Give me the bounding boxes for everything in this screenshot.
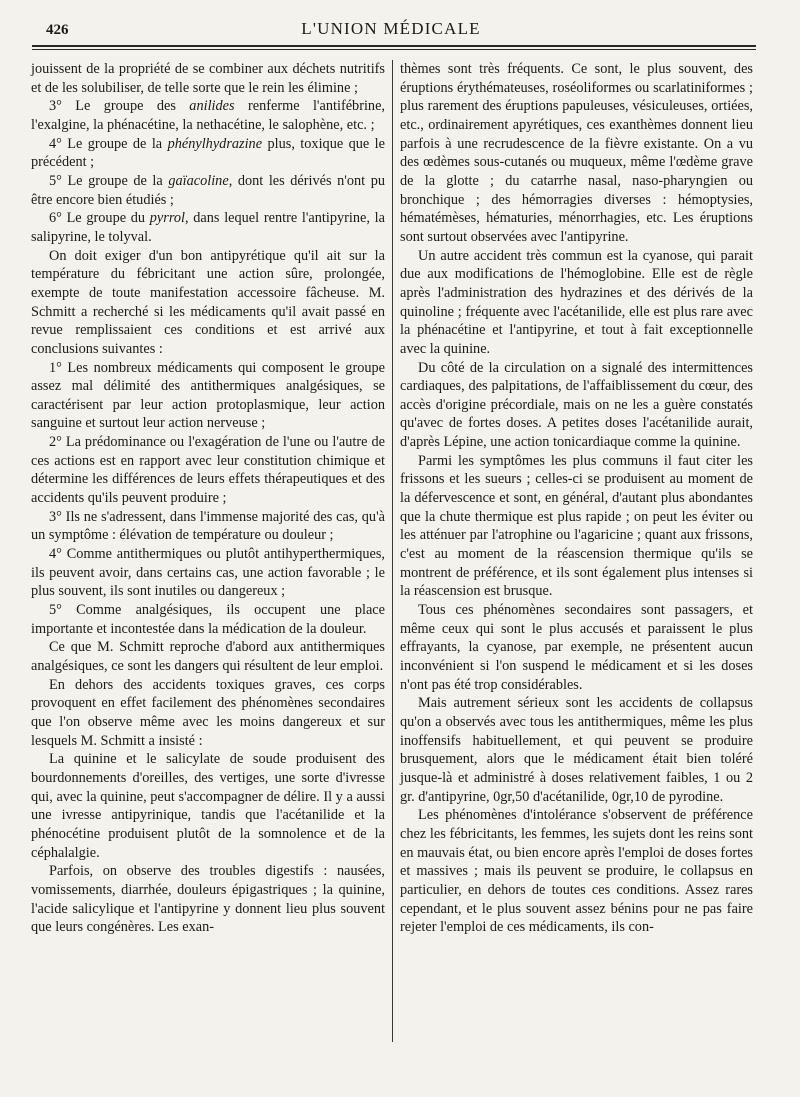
paragraph: 4° Comme antithermiques ou plutôt antihyperthermiques, ils peuvent avoir, dans certains cas, une action favorable ; le plus souvent, ils sont inutiles ou dangereux ; bbox=[31, 546, 385, 600]
paragraph: thèmes sont très fréquents. Ce sont, le plus souvent, des éruptions érythémateuses, roséoliformes ou scarlatiniformes ; plus rarement des éruptions papuleuses, vésiculeuses, ortiées, etc., ordinairement apyrétiques, ces exanthèmes donnent lieu parfois à une recrudescence de la fièvre existante. On a vu des œdèmes sous-cutanés ou muqueux, même l'œdème grave de la glotte ; du catarrhe nasal, naso-pharyngien ou bronchique ; des hémorragies diverses : hémoptysies, hématémèses, hématuries, ménorrhagies, etc. Les éruptions sont surtout observées avec l'antipyrine. bbox=[400, 61, 753, 245]
paragraph-text: 5° Le groupe de la bbox=[49, 172, 169, 189]
paragraph: Du côté de la circulation on a signalé des intermittences cardiaques, des palpitations, de l'affaiblissement du cœur, des accès d'origine précordiale, mais on ne les a guère constatés qu'avec de fortes doses. A petites doses l'acétanilide aurait, d'après Lépine, une action tonicardiaque comme la quinine. bbox=[400, 359, 753, 451]
paragraph: En dehors des accidents toxiques graves, ces corps provoquent en effet facilement des phénomènes secondaires que l'on observe même avec les moins dangereux et sur lesquels M. Schmitt a insisté : bbox=[31, 676, 385, 749]
paragraph-text: 6° Le groupe du bbox=[49, 210, 150, 227]
paragraph-text: 4° Le groupe de la bbox=[49, 135, 168, 152]
page-number: 426 bbox=[46, 22, 69, 38]
journal-title: L'UNION MÉDICALE bbox=[301, 19, 481, 38]
paragraph-text: renferme l'antifébrine, l'exalgine, la phénacétine, la nethacétine, le salophène, etc. ; bbox=[31, 98, 386, 133]
emphasis-term: anilides bbox=[189, 98, 235, 115]
emphasis-term: phénylhydrazine bbox=[167, 135, 263, 152]
header-rule-thin bbox=[32, 49, 756, 50]
paragraph-text: , dont les dérivés n'ont pu être encore bien étudiés ; bbox=[31, 172, 385, 208]
paragraph: Ce que M. Schmitt reproche d'abord aux antithermiques analgésiques, ce sont les dangers qui résultent de leur emploi. bbox=[31, 639, 385, 674]
page-header bbox=[32, 16, 750, 42]
paragraph-text: 3° Le groupe des bbox=[49, 98, 190, 115]
paragraph: 3° Ils ne s'adressent, dans l'immense majorité des cas, qu'à un symptôme : élévation de température ou douleur ; bbox=[31, 508, 385, 544]
paragraph-text: , dans lequel rentre l'antipyrine, la salipyrine, le tolyval. bbox=[31, 210, 385, 245]
emphasis-term: pyrrol bbox=[149, 210, 185, 227]
paragraph: 1° Les nombreux médicaments qui composent le groupe assez mal délimité des antithermiques analgésiques, se caractérisent par leur action protoplasmique, leur action sanguine et surtout leur action nerveuse ; bbox=[31, 359, 385, 432]
paragraph: jouissent de la propriété de se combiner aux déchets nutritifs et de les solubiliser, de telle sorte que le rein les élimine ; bbox=[31, 61, 385, 96]
paragraph: Parmi les symptômes les plus communs il faut citer les frissons et les sueurs ; celles-ci se produisent au moment de la défervescence et sont, en général, d'autant plus abondantes que la chute thermique est plus rapide ; on peut les éviter ou les atténuer par l'atrophine ou l'agaricine ; quant aux frissons, c'est au moment de la réascension thermique qu'ils se montrent de préférence, et ils sont également plus intenses si la réascension est brusque. bbox=[400, 452, 753, 600]
left-column bbox=[31, 60, 385, 937]
paragraph bbox=[31, 135, 385, 172]
emphasis-term: gaïacoline bbox=[168, 172, 229, 189]
paragraph bbox=[31, 172, 385, 209]
paragraph: Parfois, on observe des troubles digestifs : nausées, vomissements, diarrhée, douleurs épigastriques ; la quinine, l'acide salicylique et l'antipyrine y donnent lieu plus souvent que leurs congénères. Les exan- bbox=[31, 863, 385, 936]
paragraph: Un autre accident très commun est la cyanose, qui parait due aux modifications de l'hémoglobine. Elle est de règle après l'administration des hydrazines et des dérivés de la quinoline ; fréquente avec l'acétanilide, elle est plus rare avec la phénacétine et l'antipyrine, et tout à fait exceptionnelle avec la quinine. bbox=[400, 247, 753, 357]
column-divider bbox=[392, 60, 393, 1042]
header-rule bbox=[32, 45, 756, 47]
paragraph-text: plus, toxique que le précédent ; bbox=[31, 135, 385, 171]
right-column bbox=[400, 60, 753, 937]
paragraph: Les phénomènes d'intolérance s'observent de préférence chez les fébricitants, les femmes, les sujets dont les reins sont en mauvais état, ou bien encore après l'emploi de doses fortes et massives ; mais ils peuvent se produire, le collapsus en particulier, en dehors de toutes ces conditions. Assez rares cependant, et le plus souvent assez bénins pour ne pas faire rejeter l'emploi de ces médicaments, ils con- bbox=[400, 807, 753, 936]
paragraph bbox=[31, 209, 385, 246]
paragraph: On doit exiger d'un bon antipyrétique qu'il ait sur la température du fébricitant une action sûre, prolongée, exempte de toute manifestation accessoire fâcheuse. M. Schmitt a recherché si les médicaments qu'il avait passé en revue remplissaient ces conditions et est arrivé aux conclusions suivantes : bbox=[31, 247, 385, 357]
paragraph: 2° La prédominance ou l'exagération de l'une ou l'autre de ces actions est en rapport avec leur constitution chimique et détermine les différences de leurs effets thérapeutiques et des accidents qu'ils peuvent produire ; bbox=[31, 434, 385, 507]
paragraph: La quinine et le salicylate de soude produisent des bourdonnements d'oreilles, des vertiges, une sorte d'ivresse qui, avec la quinine, peut s'accompagner de délire. Il y a aussi une ivresse antipyrinique, tandis que l'acétanilide et la phénocétine produisent plutôt de la somnolence et de la céphalalgie. bbox=[31, 751, 385, 861]
paragraph bbox=[31, 97, 385, 134]
paragraph: Tous ces phénomènes secondaires sont passagers, et même ceux qui sont le plus accusés et paraissent le plus effrayants, la cyanose, par exemple, ne présentent aucun inconvénient si l'on suspend le médicament et si les doses n'ont pas été trop considérables. bbox=[400, 602, 753, 693]
paragraph: 5° Comme analgésiques, ils occupent une place importante et incontestée dans la médication de la douleur. bbox=[31, 602, 385, 637]
paragraph: Mais autrement sérieux sont les accidents de collapsus qu'on a observés avec tous les antithermiques, même les plus inoffensifs habituellement, et qui peuvent se produire brusquement, alors que le médicament était bien toléré jusque-là et administré à doses relativement faibles, 1 ou 2 gr. d'antipyrine, 0gr,50 d'acétanilide, 0gr,10 de pyrodine. bbox=[400, 695, 753, 805]
